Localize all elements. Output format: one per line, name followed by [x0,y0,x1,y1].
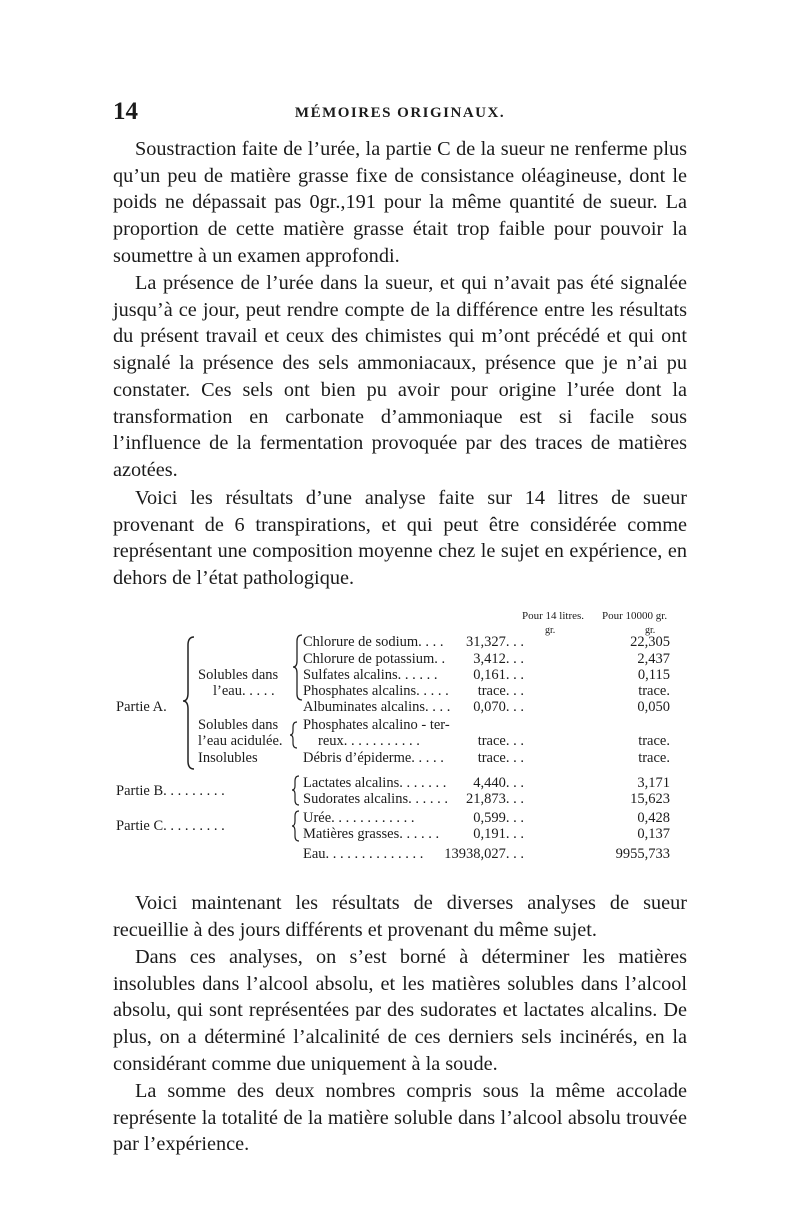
column-header-10000-gr: Pour 10000 gr. [602,610,668,622]
solubles-acidulee-brace [289,720,299,750]
paragraph-3: Voici les résultats d’une analyse faite sur 14 litres de sueur provenant de 6 transpirations, et qui peut être considérée comme représentant une composition moyenne chez le sujet en expérience, en dehors de l’état pathologique. [113,487,687,590]
row-value-10000-gr: 0,428 [637,810,670,826]
row-value-10000-gr: trace. [638,750,670,766]
unit-grams: gr. [545,625,556,636]
group-label-insolubles: Insolubles [198,750,258,766]
row-value-14-litres: 21,873. . . [466,791,524,807]
row-value-14-litres: trace. . . [477,750,524,766]
unit-grams: gr. [645,625,656,636]
row-value-10000-gr: 15,623 [630,791,670,807]
row-value-10000-gr: 2,437 [637,651,670,667]
row-value-10000-gr: 0,050 [637,699,670,715]
paragraph-1: Soustraction faite de l’urée, la partie C de la sueur ne renferme plus qu’un peu de matière grasse fixe de consistance oléagineuse, dont le poids ne dépassait pas 0gr.,191 pour la même quantité de sueur. La proportion de cette matière grasse était trop faible pour pouvoir la soumettre à un examen approfondi. [113,138,687,267]
group-label-solubles-eau: Solubles dans [198,667,279,683]
row-label-eau: Eau. . . . . . . . . . . . . . [303,846,424,862]
row-value-10000-gr: 3,171 [637,775,670,791]
row-value-14-litres: 13938,027. . . [444,846,524,862]
row-value-10000-gr: 0,137 [637,826,670,842]
paragraph-5: Dans ces analyses, on s’est borné à déterminer les matières insolubles dans l’alcool absolu, et les matières solubles dans l’alcool absolu, qui sont représentées par des sudorates et lactates alcalins. De plus, on a déterminé l’alcalinité de ces derniers sels incinérés, en la considérant comme due uniquement à la soude. [113,946,687,1075]
paragraph-2: La présence de l’urée dans la sueur, et qui n’avait pas été signalée jusqu’à ce jour, peut rendre compte de la différence entre les résultats du présent travail et ceux des chimistes qui m’ont précédé et qui ont signalé la présence des sels ammoniacaux, présence que je n’ai pu constater. Ces sels ont bien pu avoir pour origine l’urée dont la transformation en carbonate d’ammoniaque est si facile sous l’influence de la fermentation provoquée par des traces de matières azotées. [113,272,687,481]
group-label-solubles-acidulee: Solubles dans [198,717,279,733]
row-value-14-litres: 4,440. . . [473,775,524,791]
row-label-uree: Urée. . . . . . . . . . . . [303,810,415,826]
row-value-14-litres: trace. . . [477,733,524,749]
row-value-14-litres: 3,412. . . [473,651,524,667]
page-header [113,98,687,132]
row-label-matieres-grasses: Matières grasses. . . . . . [303,826,440,842]
row-value-14-litres: 0,161. . . [473,667,524,683]
paragraph-6: La somme des deux nombres compris sous la même accolade représente la totalité de la matière soluble dans l’alcool absolu trouvée par l’expérience. [113,1080,687,1156]
column-header-14-litres: Pour 14 litres. [522,610,585,622]
group-label-partie-b: Partie B. . . . . . . . . [116,783,225,799]
group-label-partie-a: Partie A. [116,699,167,715]
row-value-10000-gr: 22,305 [630,634,670,650]
running-title: MÉMOIRES ORIGINAUX. [294,105,506,121]
row-label-albuminates: Albuminates alcalins. . . . [303,699,451,715]
row-value-10000-gr: 0,115 [637,667,670,683]
row-label-chlorure-sodium: Chlorure de sodium. . . . [303,634,444,650]
row-label-chlorure-potassium: Chlorure de potassium. . [303,651,446,667]
row-label-lactates: Lactates alcalins. . . . . . . [303,775,447,791]
row-label-sudorates: Sudorates alcalins. . . . . . [303,791,448,807]
row-label-debris-epiderme: Débris d’épiderme. . . . . [303,750,444,766]
row-label-phosphates-alcalino-terreux: Phosphates alcalino - ter- [303,717,450,733]
row-value-14-litres: 0,599. . . [473,810,524,826]
row-label-sulfates: Sulfates alcalins. . . . . . [303,667,438,683]
partie-a-brace [182,635,202,771]
group-label-partie-c: Partie C. . . . . . . . . [116,818,225,834]
row-value-10000-gr: 9955,733 [615,846,670,862]
group-label-solubles-acidulee: l’eau acidulée. [198,733,283,749]
row-value-10000-gr: trace. [638,733,670,749]
partie-c-brace [291,809,301,843]
row-value-14-litres: trace. . . [477,683,524,699]
row-label-phosphates: Phosphates alcalins. . . . . [303,683,449,699]
page-number: 14 [113,98,138,125]
row-value-14-litres: 0,191. . . [473,826,524,842]
paragraph-4: Voici maintenant les résultats de diverses analyses de sueur recueillie à des jours différents et provenant du même sujet. [113,892,687,941]
row-label-phosphates-alcalino-terreux: reux. . . . . . . . . . . [318,733,420,749]
row-value-14-litres: 0,070. . . [473,699,524,715]
partie-b-brace [291,774,301,807]
group-label-solubles-eau: l’eau. . . . . [213,683,275,699]
row-value-14-litres: 31,327. . . [466,634,524,650]
row-value-10000-gr: trace. [638,683,670,699]
